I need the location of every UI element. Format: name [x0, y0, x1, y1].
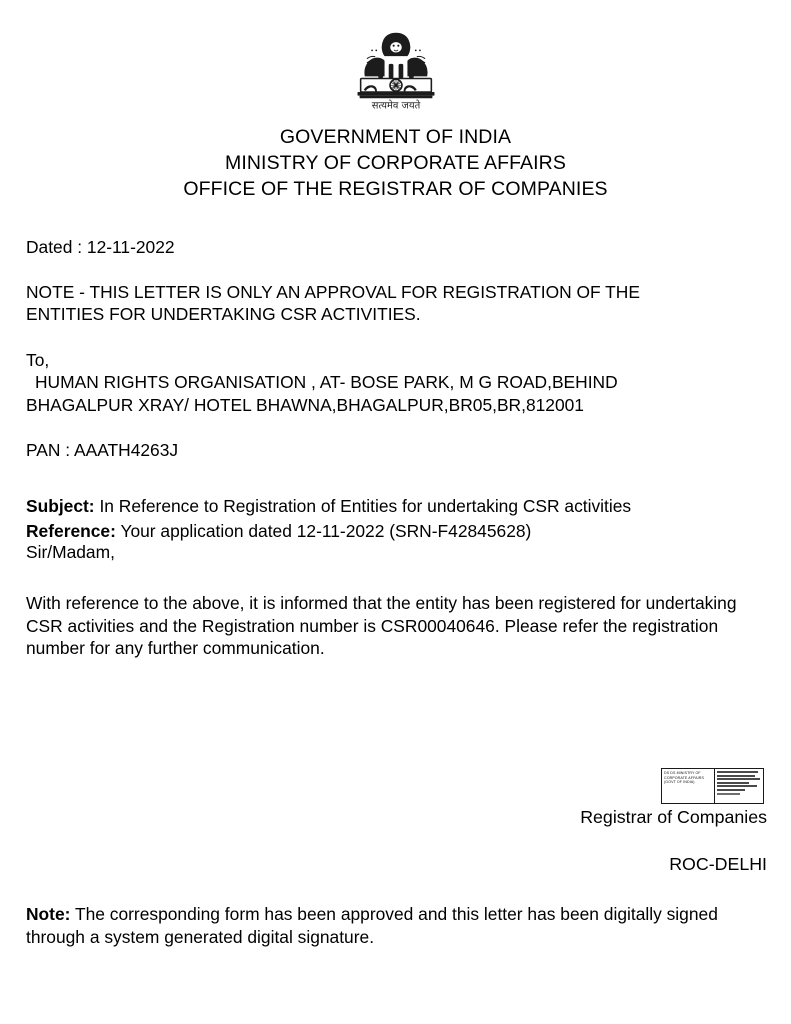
subject-line	[26, 495, 765, 518]
footer-note	[26, 903, 771, 948]
signatory-designation: Registrar of Companies	[580, 807, 767, 827]
subject-value: In Reference to Registration of Entities for undertaking CSR activities	[99, 495, 632, 516]
header-government: GOVERNMENT OF INDIA	[279, 126, 512, 148]
digital-signature-stamp	[661, 768, 764, 804]
approval-note: NOTE - THIS LETTER IS ONLY AN APPROVAL FOR REGISTRATION OF THE ENTITIES FOR UNDERTAKING CSR ACTIVITIES.	[26, 281, 640, 324]
header-ministry: MINISTRY OF CORPORATE AFFAIRS	[225, 152, 566, 174]
reference-label: Reference:	[26, 521, 116, 541]
addressee-line-2: BHAGALPUR XRAY/ HOTEL BHAWNA,BHAGALPUR,BR05,BR,812001	[26, 394, 584, 415]
footer-note-value: The corresponding form has been approved and this letter has been digitally signed through a system generated digital signature.	[26, 904, 718, 947]
emblem-motto: सत्यमेव जयते	[371, 100, 420, 112]
reference-value: Your application dated 12-11-2022 (SRN-F42845628)	[120, 521, 532, 541]
signatory-block	[580, 806, 767, 876]
to-label: To,	[26, 349, 50, 370]
reference-line	[26, 520, 765, 543]
signatory-office: ROC-DELHI	[669, 854, 767, 874]
addressee-block	[26, 371, 676, 416]
dsc-detail-microtext	[715, 769, 763, 803]
subject-label: Subject:	[26, 495, 95, 516]
dsc-signer-text: DS DS MINISTRY OF CORPORATE AFFAIRS (GOVT OF INDIA)	[662, 769, 715, 803]
india-national-emblem-icon	[344, 14, 448, 118]
header-office: OFFICE OF THE REGISTRAR OF COMPANIES	[183, 178, 608, 200]
addressee-line-1: HUMAN RIGHTS ORGANISATION , AT- BOSE PARK, M G ROAD,BEHIND	[35, 372, 618, 392]
letter-body-top	[26, 236, 765, 543]
emblem-container	[0, 14, 791, 118]
salutation: Sir/Madam,	[26, 542, 115, 562]
footer-note-label: Note:	[26, 904, 71, 924]
letterhead	[0, 124, 791, 202]
pan-line: PAN : AAATH4263J	[26, 440, 179, 460]
dated-line: Dated : 12-11-2022	[26, 237, 175, 257]
body-paragraph: With reference to the above, it is informed that the entity has been registered for undertaking CSR activities and the Registration number is CSR00040646. Please refer the registration number for any further communication.	[26, 593, 737, 658]
